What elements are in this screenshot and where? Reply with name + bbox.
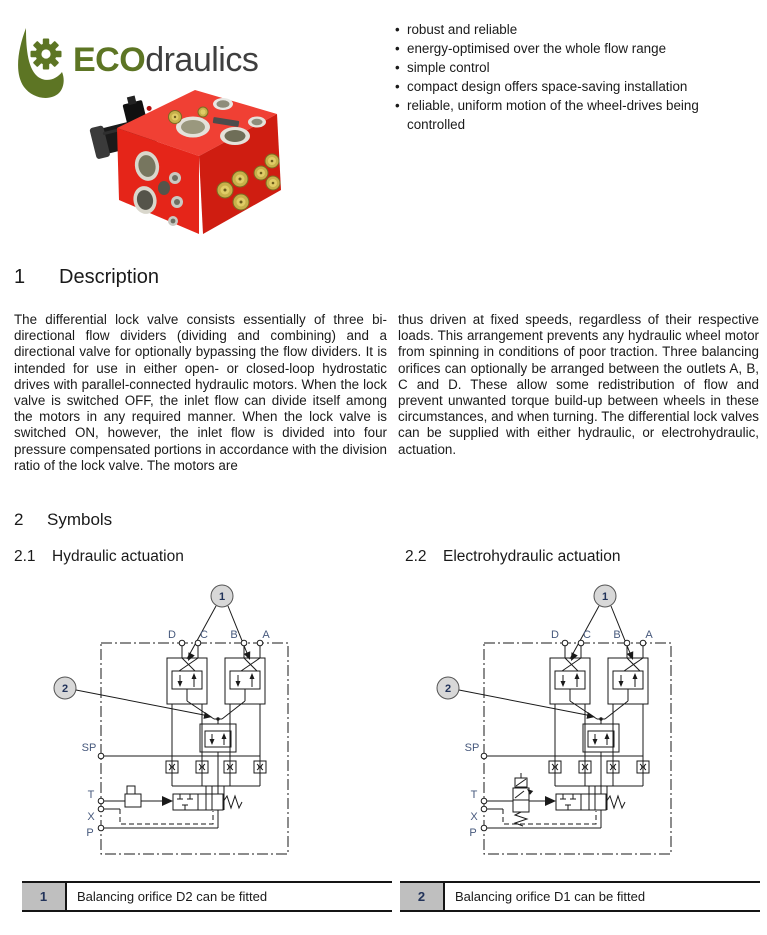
section-description-heading bbox=[14, 266, 159, 289]
port-label-a: A bbox=[262, 629, 270, 641]
port-label-x: X bbox=[470, 811, 478, 823]
feature-item: • energy-optimised over the whole flow range bbox=[395, 39, 759, 58]
callout-1-label: 1 bbox=[218, 591, 226, 603]
port-label-d: D bbox=[168, 629, 176, 641]
feature-item: • robust and reliable bbox=[395, 20, 759, 39]
section-number: 2 bbox=[14, 510, 24, 529]
leaf-gear-icon bbox=[13, 27, 67, 101]
subsection-hydraulic-heading bbox=[14, 548, 184, 566]
port-label-b: B bbox=[230, 629, 238, 641]
port-label-c: C bbox=[200, 629, 208, 641]
subsection-number: 2.2 bbox=[405, 548, 427, 565]
description-column-1: The differential lock valve consists essentially of three bi-directional flow dividers (dividing and combining) and a directional valve for optionally bypassing the flow dividers. It is intended for use in either open- or closed-loop hydrostatic drives with parallel-connected hydraulic motors. When the lock valve is switched OFF, the inlet flow can divide itself among the motors in any required manner. When the lock valve is switched ON, however, the inlet flow is divided into four pressure compensated portions in accordance with the division ratio of the lock valve. The motors are bbox=[14, 312, 387, 473]
valve-block-illustration bbox=[85, 84, 301, 236]
electrohydraulic-actuation-schematic bbox=[393, 576, 767, 878]
port-label-c: C bbox=[583, 629, 591, 641]
subsection-title: Electrohydraulic actuation bbox=[443, 548, 621, 565]
footnote-1 bbox=[22, 881, 392, 912]
subsection-title: Hydraulic actuation bbox=[52, 548, 184, 565]
product-image bbox=[85, 84, 301, 236]
pilot-block bbox=[125, 794, 141, 807]
valve-spring bbox=[606, 796, 625, 808]
subsection-electrohydraulic-heading bbox=[405, 548, 621, 566]
footnote-2-number: 2 bbox=[400, 883, 443, 910]
feature-item: • simple control bbox=[395, 58, 759, 77]
port-label-p: P bbox=[86, 827, 94, 839]
valve-spring bbox=[223, 796, 242, 808]
section-symbols-heading bbox=[14, 510, 112, 530]
feature-item: • reliable, uniform motion of the wheel-drives being controlled bbox=[395, 96, 759, 134]
port-label-t: T bbox=[470, 789, 478, 801]
callout-2-label: 2 bbox=[61, 683, 69, 695]
feature-item: • compact design offers space-saving installation bbox=[395, 77, 759, 96]
port-label-b: B bbox=[613, 629, 621, 641]
subsection-number: 2.1 bbox=[14, 548, 36, 565]
footnote-1-number: 1 bbox=[22, 883, 65, 910]
port-label-t: T bbox=[87, 789, 95, 801]
footnote-1-text: Balancing orifice D2 can be fitted bbox=[65, 883, 392, 910]
port-label-sp: SP bbox=[81, 742, 97, 754]
section-title: Symbols bbox=[47, 510, 113, 529]
port-label-a: A bbox=[645, 629, 653, 641]
port-label-p: P bbox=[469, 827, 477, 839]
brand-name-draulics: draulics bbox=[145, 41, 259, 79]
callout-2-label: 2 bbox=[444, 683, 452, 695]
port-label-x: X bbox=[87, 811, 95, 823]
port-label-d: D bbox=[551, 629, 559, 641]
brand-name-eco: ECO bbox=[73, 41, 146, 79]
section-title: Description bbox=[59, 266, 160, 288]
callout-1-label: 1 bbox=[601, 591, 609, 603]
brand-name bbox=[73, 43, 258, 77]
port-label-sp: SP bbox=[464, 742, 480, 754]
footnote-2 bbox=[400, 881, 760, 912]
hydraulic-actuation-schematic bbox=[10, 576, 392, 878]
section-number: 1 bbox=[14, 266, 26, 288]
footnote-2-text: Balancing orifice D1 can be fitted bbox=[443, 883, 760, 910]
feature-list bbox=[395, 20, 759, 134]
description-column-2: thus driven at fixed speeds, regardless of their respective loads. This arrangement prevents any hydraulic wheel motor from spinning in conditions of poor traction. Three balancing orifices can optionally be arranged between the outlets A, B, C and D. These allow some redistribution of flow and prevent unwanted torque build-up between wheels in these circumstances, and when turning. The differential lock valves can be supplied with either hydraulic, or electrohydraulic, actuation. bbox=[398, 312, 759, 457]
